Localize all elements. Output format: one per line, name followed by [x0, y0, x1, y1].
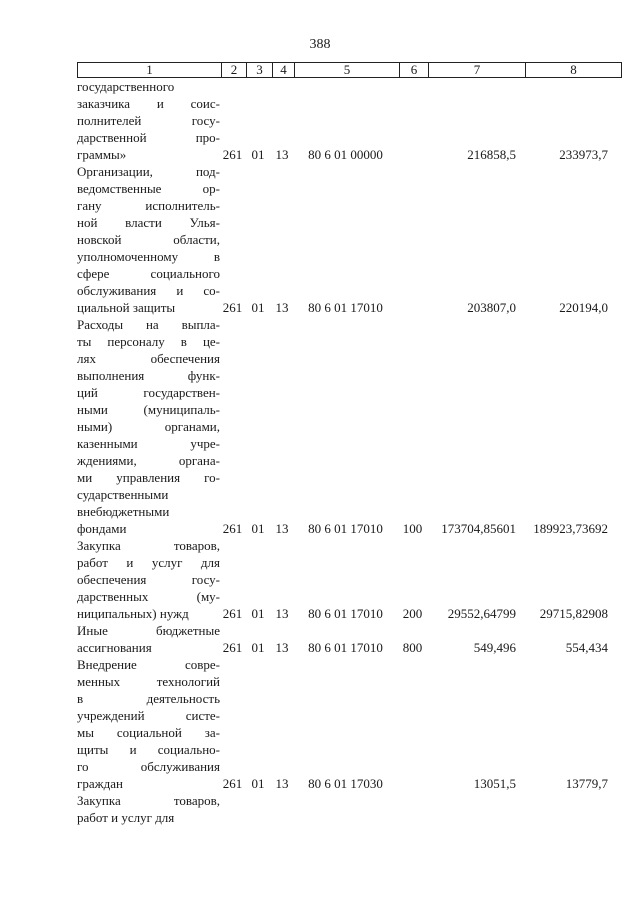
- page-number: 388: [309, 37, 331, 52]
- table-row: [77, 792, 622, 826]
- cell-col-7: 13051,5: [473, 776, 516, 791]
- row-values: [77, 809, 622, 826]
- description-line: новской области,: [77, 232, 220, 247]
- header-col-5: 5: [294, 63, 399, 77]
- description-line: заказчика и соис-: [77, 96, 220, 111]
- description-line: работ и услуг для: [77, 555, 220, 570]
- cell-col-8: 29715,82908: [539, 606, 608, 621]
- cell-col-7: 173704,85601: [441, 521, 516, 536]
- cell-col-3: 01: [251, 776, 265, 791]
- description-line: государственного: [77, 79, 175, 94]
- cell-col-2: 261: [222, 606, 243, 621]
- description-line: полнителей госу-: [77, 113, 220, 128]
- cell-col-2: 261: [222, 640, 243, 655]
- cell-col-4: 13: [275, 147, 289, 162]
- row-description: [77, 316, 220, 537]
- cell-col-4: 13: [275, 640, 289, 655]
- description-line: ждениями, органа-: [77, 453, 220, 468]
- table-header: [77, 62, 622, 78]
- header-col-2: 2: [221, 63, 246, 77]
- description-line: лях обеспечения: [77, 351, 220, 366]
- cell-col-4: 13: [275, 606, 289, 621]
- row-values: [77, 775, 622, 792]
- cell-col-4: 13: [275, 300, 289, 315]
- description-line: ассигнования: [77, 640, 152, 655]
- table-row: [77, 537, 622, 622]
- row-values: [77, 520, 622, 537]
- header-col-8: 8: [525, 63, 621, 77]
- description-line: граждан: [77, 776, 123, 791]
- table-row: [77, 316, 622, 537]
- row-description: [77, 163, 220, 316]
- description-line: Закупка товаров,: [77, 793, 220, 808]
- header-col-1: 1: [146, 62, 153, 77]
- description-line: Закупка товаров,: [77, 538, 220, 553]
- cell-col-5: 80 6 01 17030: [308, 776, 383, 791]
- cell-col-3: 01: [251, 640, 265, 655]
- description-line: ными) органами,: [77, 419, 220, 434]
- cell-col-3: 01: [251, 521, 265, 536]
- description-line: ниципальных) нужд: [77, 606, 189, 621]
- cell-col-5: 80 6 01 17010: [308, 606, 383, 621]
- description-line: Иные бюджетные: [77, 623, 220, 638]
- description-line: циальной защиты: [77, 300, 176, 315]
- description-line: Расходы на выпла-: [77, 317, 220, 332]
- description-line: сфере социального: [77, 266, 220, 281]
- description-line: менных технологий: [77, 674, 220, 689]
- cell-col-3: 01: [251, 147, 265, 162]
- cell-col-6: 100: [402, 521, 423, 536]
- description-line: го обслуживания: [77, 759, 220, 774]
- description-line: Внедрение совре-: [77, 657, 220, 672]
- description-line: фондами: [77, 521, 127, 536]
- cell-col-8: 13779,7: [565, 776, 608, 791]
- table-row: [77, 78, 622, 163]
- header-col-3: 3: [246, 63, 272, 77]
- cell-col-3: 01: [251, 300, 265, 315]
- row-values: [77, 146, 622, 163]
- cell-col-6: 800: [402, 640, 423, 655]
- description-line: граммы»: [77, 147, 127, 162]
- description-line: работ и услуг для: [77, 810, 175, 825]
- description-line: выполнения функ-: [77, 368, 220, 383]
- cell-col-6: 200: [402, 606, 423, 621]
- cell-col-8: 220194,0: [559, 300, 608, 315]
- description-line: ными (муниципаль-: [77, 402, 220, 417]
- cell-col-7: 203807,0: [467, 300, 516, 315]
- row-values: [77, 639, 622, 656]
- description-line: ведомственные ор-: [77, 181, 220, 196]
- table-row: [77, 656, 622, 792]
- cell-col-2: 261: [222, 521, 243, 536]
- description-line: Организации, под-: [77, 164, 220, 179]
- description-line: дарственных (му-: [77, 589, 220, 604]
- header-col-7: 7: [428, 63, 525, 77]
- description-line: мы социальной за-: [77, 725, 220, 740]
- description-line: ты персоналу в це-: [77, 334, 220, 349]
- description-line: учреждений систе-: [77, 708, 220, 723]
- cell-col-2: 261: [222, 776, 243, 791]
- cell-col-2: 261: [222, 300, 243, 315]
- row-values: [77, 299, 622, 316]
- cell-col-4: 13: [275, 521, 289, 536]
- header-col-6: 6: [399, 63, 428, 77]
- cell-col-8: 554,434: [565, 640, 608, 655]
- table-body: [77, 78, 622, 826]
- description-line: обеспечения госу-: [77, 572, 220, 587]
- description-line: гану исполнитель-: [77, 198, 220, 213]
- description-line: в деятельность: [77, 691, 220, 706]
- table-row: [77, 163, 622, 316]
- description-line: щиты и социально-: [77, 742, 220, 757]
- cell-col-7: 549,496: [473, 640, 516, 655]
- description-line: дарственной про-: [77, 130, 220, 145]
- budget-table: [77, 62, 622, 826]
- description-line: казенными учре-: [77, 436, 220, 451]
- table-row: [77, 622, 622, 656]
- cell-col-8: 233973,7: [559, 147, 608, 162]
- cell-col-5: 80 6 01 17010: [308, 521, 383, 536]
- cell-col-7: 29552,64799: [447, 606, 516, 621]
- cell-col-7: 216858,5: [467, 147, 516, 162]
- description-line: уполномоченному в: [77, 249, 220, 264]
- description-line: ций государствен-: [77, 385, 220, 400]
- cell-col-3: 01: [251, 606, 265, 621]
- cell-col-5: 80 6 01 17010: [308, 640, 383, 655]
- description-line: ной власти Улья-: [77, 215, 220, 230]
- description-line: ми управления го-: [77, 470, 220, 485]
- row-description: [77, 656, 220, 792]
- header-col-4: 4: [272, 63, 294, 77]
- description-line: обслуживания и со-: [77, 283, 220, 298]
- cell-col-4: 13: [275, 776, 289, 791]
- cell-col-2: 261: [222, 147, 243, 162]
- cell-col-5: 80 6 01 00000: [308, 147, 383, 162]
- cell-col-8: 189923,73692: [533, 521, 608, 536]
- row-values: [77, 605, 622, 622]
- description-line: сударственными: [77, 487, 169, 502]
- cell-col-5: 80 6 01 17010: [308, 300, 383, 315]
- description-line: внебюджетными: [77, 504, 170, 519]
